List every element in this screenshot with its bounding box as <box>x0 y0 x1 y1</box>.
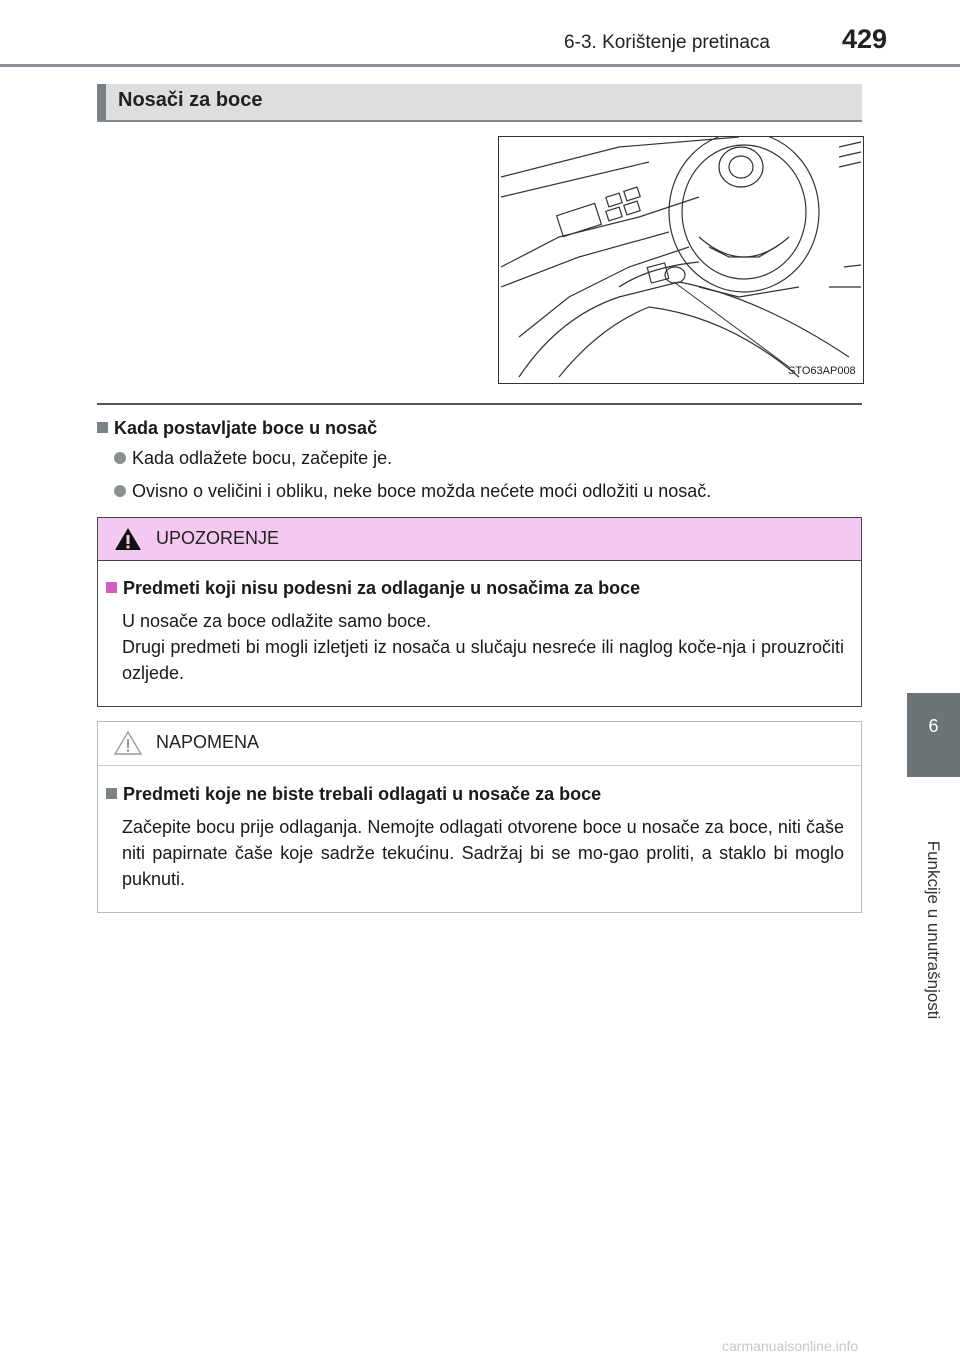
caution-triangle-outline-icon <box>114 730 142 756</box>
list-item-text: Ovisno o veličini i obliku, neke boce možda nećete moći odložiti u nosač. <box>132 481 712 501</box>
square-bullet-icon <box>97 422 108 433</box>
bottle-holder-illustration <box>498 136 864 384</box>
square-bullet-icon <box>106 582 117 593</box>
header-divider <box>0 64 960 67</box>
warning-header <box>98 518 861 561</box>
watermark: carmanualsonline.info <box>722 1338 859 1354</box>
illustration-code: STO63AP008 <box>788 365 856 377</box>
warning-subheading-text: Predmeti koji nisu podesni za odlaganje u nosačima za boce <box>123 578 641 598</box>
notice-subheading-text: Predmeti koje ne biste trebali odlagati u nosače za boce <box>123 784 602 804</box>
warning-label: UPOZORENJE <box>156 528 280 548</box>
list-item <box>114 481 711 502</box>
warning-triangle-icon <box>114 526 142 552</box>
content-divider <box>97 403 862 405</box>
warning-line-1: U nosače za boce odlažite samo boce. <box>122 611 432 631</box>
warning-box <box>97 517 862 707</box>
list-item <box>114 448 392 469</box>
section-title-bar <box>97 84 862 122</box>
notice-text: Začepite bocu prije odlaganja. Nemojte odlagati otvorene boce u nosače za boce, niti čaše niti papirnate čaše koje sadrže tekućinu. Sadržaj bi se mo-gao proliti, a staklo bi moglo puknuti. <box>122 817 844 889</box>
circle-bullet-icon <box>114 485 126 497</box>
warning-subheading <box>106 578 640 599</box>
list-item-text: Kada odlažete bocu, začepite je. <box>132 448 393 468</box>
warning-line-2: Drugi predmeti bi mogli izletjeti iz nosača u slučaju nesreće ili naglog koče-nja i prouzročiti ozljede. <box>122 637 844 683</box>
subheading <box>97 418 377 439</box>
chapter-number: 6 <box>928 716 939 736</box>
subheading-text: Kada postavljate boce u nosač <box>114 418 378 438</box>
header-section-title: 6-3. Korištenje pretinaca <box>564 32 770 53</box>
square-bullet-icon <box>106 788 117 799</box>
notice-label: NAPOMENA <box>156 732 260 752</box>
notice-header <box>98 722 861 766</box>
notice-subheading <box>106 784 601 805</box>
section-title-accent <box>97 84 106 120</box>
chapter-title: Funkcije u unutrašnjosti <box>924 840 943 1020</box>
page-number: 429 <box>842 24 888 54</box>
circle-bullet-icon <box>114 452 126 464</box>
section-title: Nosači za boce <box>118 89 263 111</box>
notice-box <box>97 721 862 913</box>
